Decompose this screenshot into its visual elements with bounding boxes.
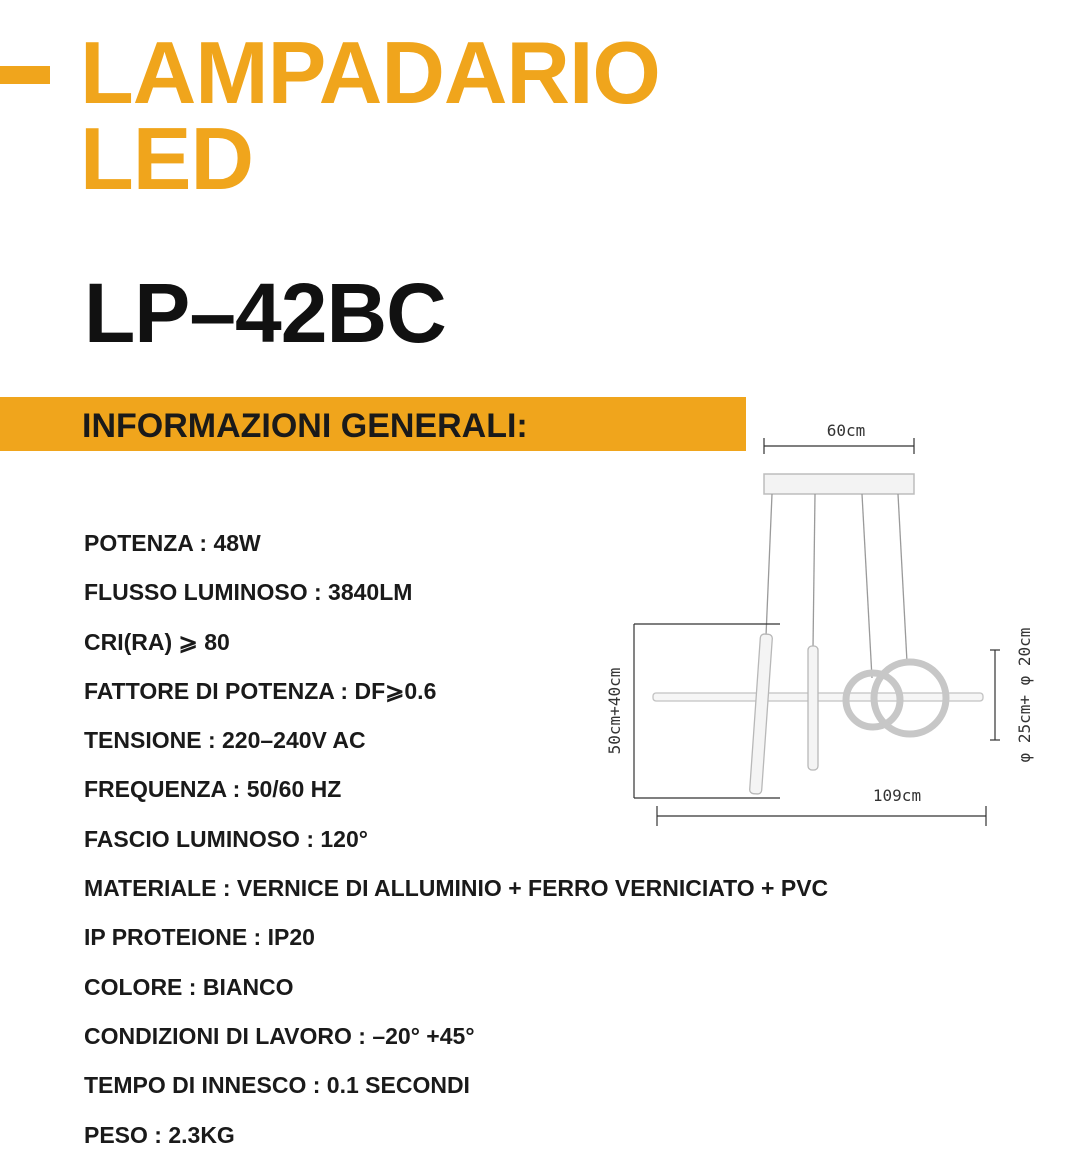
- dimension-right-label: φ 25cm+ φ 20cm: [1015, 627, 1034, 763]
- dimension-bottom-label: 109cm: [872, 786, 922, 805]
- dimension-right: [990, 650, 1000, 740]
- spec-item: PESO : 2.3KG: [84, 1121, 235, 1148]
- ceiling-canopy: [764, 474, 914, 494]
- spec-item: CONDIZIONI DI LAVORO : –20° +45°: [84, 1022, 475, 1049]
- spec-item: COLORE : BIANCO: [84, 973, 294, 1000]
- title-line-1: LAMPADARIO: [80, 23, 660, 122]
- dimension-bottom: [657, 806, 986, 826]
- dimension-left-label: 50cm+40cm: [605, 667, 624, 755]
- model-number: LP–42BC: [84, 266, 446, 360]
- section-header-label: INFORMAZIONI GENERALI:: [82, 407, 528, 445]
- spec-item: POTENZA : 48W: [84, 530, 261, 556]
- page-title: [80, 23, 660, 208]
- suspension-wires: [766, 494, 907, 678]
- title-line-2: LED: [80, 109, 253, 208]
- dimension-top-label: 60cm: [826, 421, 866, 440]
- spec-item: TEMPO DI INNESCO : 0.1 SECONDI: [84, 1072, 470, 1099]
- spec-item: IP PROTEIONE : IP20: [84, 924, 315, 951]
- spec-item: FASCIO LUMINOSO : 120°: [84, 825, 368, 852]
- dimension-top: [764, 438, 914, 454]
- spec-item: FLUSSO LUMINOSO : 3840LM: [84, 579, 413, 606]
- spec-item: FATTORE DI POTENZA : DF⩾0.6: [84, 677, 437, 704]
- spec-item: CRI(RA) ⩾ 80: [84, 628, 230, 655]
- spec-item: TENSIONE : 220–240V AC: [84, 727, 366, 754]
- spec-item: FREQUENZA : 50/60 HZ: [84, 776, 342, 803]
- short-vertical-tube: [808, 646, 818, 770]
- product-dimension-drawing: [590, 410, 1070, 830]
- spec-item: MATERIALE : VERNICE DI ALLUMINIO + FERRO VERNICIATO + PVC: [84, 875, 829, 902]
- title-accent-dash: [0, 66, 50, 84]
- long-vertical-tube: [749, 634, 772, 794]
